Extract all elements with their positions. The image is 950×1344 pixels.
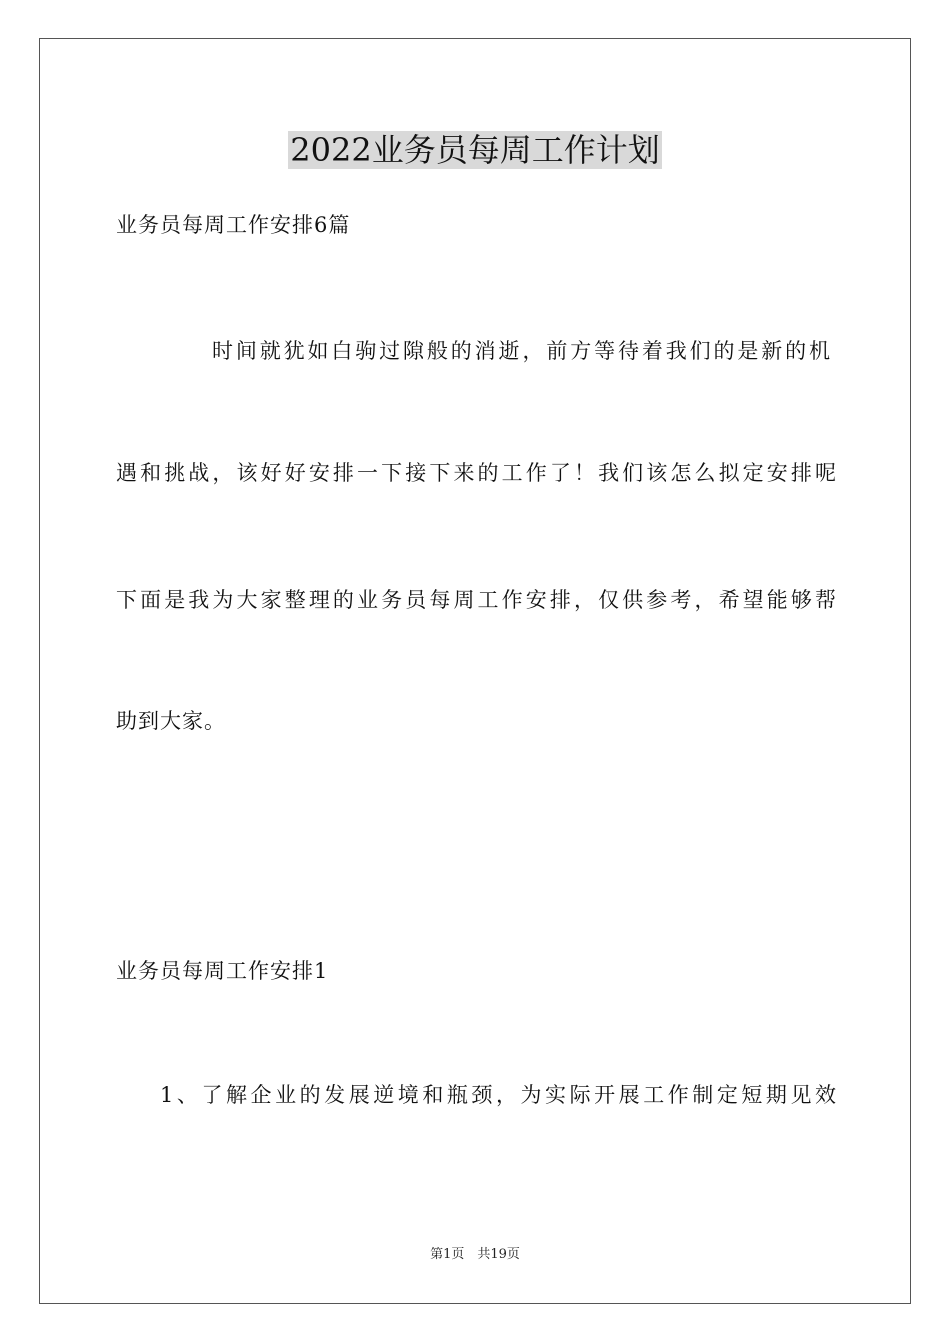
section-heading: 业务员每周工作安排1 [116,959,329,983]
paragraph-line-4: 助到大家。 [116,709,226,733]
paragraph-line-3: 下面是我为大家整理的业务员每周工作安排，仅供参考，希望能够帮 [116,588,836,612]
document-title-text: 2022业务员每周工作计划 [290,131,660,169]
document-title [0,126,950,174]
page-footer: 第1页 共19页 [430,1247,520,1262]
paragraph-line-1: 时间就犹如白驹过隙般的消逝，前方等待着我们的是新的机 [212,339,830,363]
document-subtitle: 业务员每周工作安排6篇 [116,213,351,237]
list-item-line-1: 1、了解企业的发展逆境和瓶颈，为实际开展工作制定短期见效 [160,1083,836,1107]
paragraph-line-2: 遇和挑战，该好好安排一下接下来的工作了！我们该怎么拟定安排呢 [116,461,836,485]
